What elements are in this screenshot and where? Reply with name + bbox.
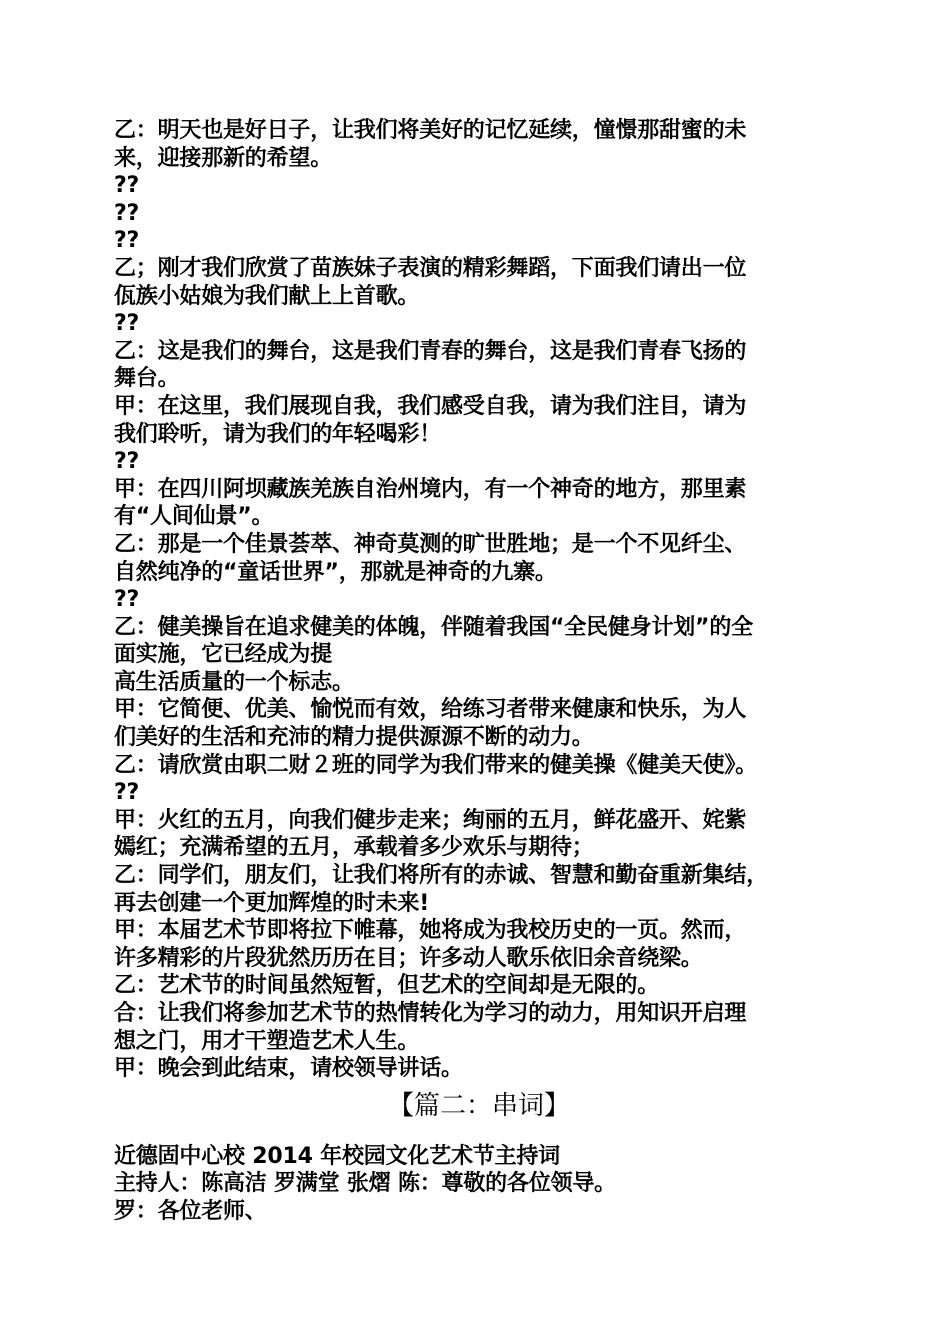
text-line: ?? — [114, 200, 140, 226]
text-line: 甲：它简便、优美、愉悦而有效，给练习者带来健康和快乐，为人 — [114, 697, 747, 723]
section-heading: 【篇二：串词】 — [387, 1090, 570, 1121]
text-line: 合：让我们将参加艺术节的热情转化为学习的动力，用知识开启理 — [114, 1001, 747, 1026]
text-line: 甲：在四川阿坝藏族羌族自治州境内，有一个神奇的地方，那里素 — [114, 476, 747, 502]
text-line: 再去创建一个更加辉煌的时未来! — [114, 890, 430, 916]
text-line: 舞台。 — [114, 366, 180, 392]
text-line: 许多精彩的片段犹然历历在目；许多动人歌乐依旧余音绕梁。 — [114, 945, 703, 971]
text-line: ?? — [114, 780, 140, 806]
text-line: 甲：火红的五月，向我们健步走来；绚丽的五月，鲜花盛开、姹紫 — [114, 807, 747, 833]
text-line: 想之门，用才干塑造艺术人生。 — [114, 1028, 420, 1054]
text-line: 嫣红；充满希望的五月，承载着多少欢乐与期待； — [114, 835, 594, 861]
text-line: 乙：健美操旨在追求健美的体魄，伴随着我国“全民健身计划”的全 — [114, 614, 753, 640]
text-line: 乙：艺术节的时间虽然短暂，但艺术的空间却是无限的。 — [114, 973, 660, 999]
sub-line: 罗：各位老师、 — [114, 1198, 267, 1224]
document-body — [114, 117, 844, 1226]
sub-line: 近德固中心校 2014 年校园文化艺术节主持词 — [114, 1143, 560, 1169]
text-line: 乙；刚才我们欣赏了苗族妹子表演的精彩舞蹈，下面我们请出一位 — [114, 255, 747, 281]
text-line: 高生活质量的一个标志。 — [114, 669, 354, 695]
text-line: 乙：同学们，朋友们，让我们将所有的赤诚、智慧和勤奋重新集结， — [114, 863, 769, 889]
text-line: 自然纯净的“童话世界”，那就是神奇的九寨。 — [114, 559, 557, 585]
text-line: ?? — [114, 587, 140, 613]
text-line: 乙：那是一个佳景荟萃、神奇莫测的旷世胜地；是一个不见纤尘、 — [114, 531, 747, 557]
text-line: 乙：这是我们的舞台，这是我们青春的舞台，这是我们青春飞扬的 — [114, 338, 747, 364]
text-line: 们美好的生活和充沛的精力提供源源不断的动力。 — [114, 725, 594, 751]
text-line: ?? — [114, 449, 140, 475]
text-line: ?? — [114, 311, 140, 337]
text-line: 有“人间仙景”。 — [114, 504, 274, 530]
text-line: 乙：明天也是好日子，让我们将美好的记忆延续，憧憬那甜蜜的未 — [114, 118, 747, 143]
spacer — [114, 1129, 844, 1143]
sub-line: 主持人：陈高洁 罗满堂 张熠 陈：尊敬的各位领导。 — [114, 1171, 616, 1197]
text-line: 甲：在这里，我们展现自我，我们感受自我，请为我们注目，请为 — [114, 393, 747, 419]
text-line: 甲：晚会到此结束，请校领导讲话。 — [114, 1056, 463, 1082]
text-line: 乙：请欣赏由职二财２班的同学为我们带来的健美操《健美天使》。 — [114, 752, 758, 778]
text-line: 甲：本届艺术节即将拉下帷幕，她将成为我校历史的一页。然而， — [114, 918, 747, 944]
text-line: ?? — [114, 228, 140, 254]
text-line: 面实施，它已经成为提 — [114, 642, 333, 668]
text-line: ?? — [114, 173, 140, 199]
text-line: 我们聆听，请为我们的年轻喝彩！ — [114, 421, 442, 447]
text-line: 佤族小姑娘为我们献上上首歌。 — [114, 283, 420, 309]
text-line: 来，迎接那新的希望。 — [114, 145, 333, 171]
